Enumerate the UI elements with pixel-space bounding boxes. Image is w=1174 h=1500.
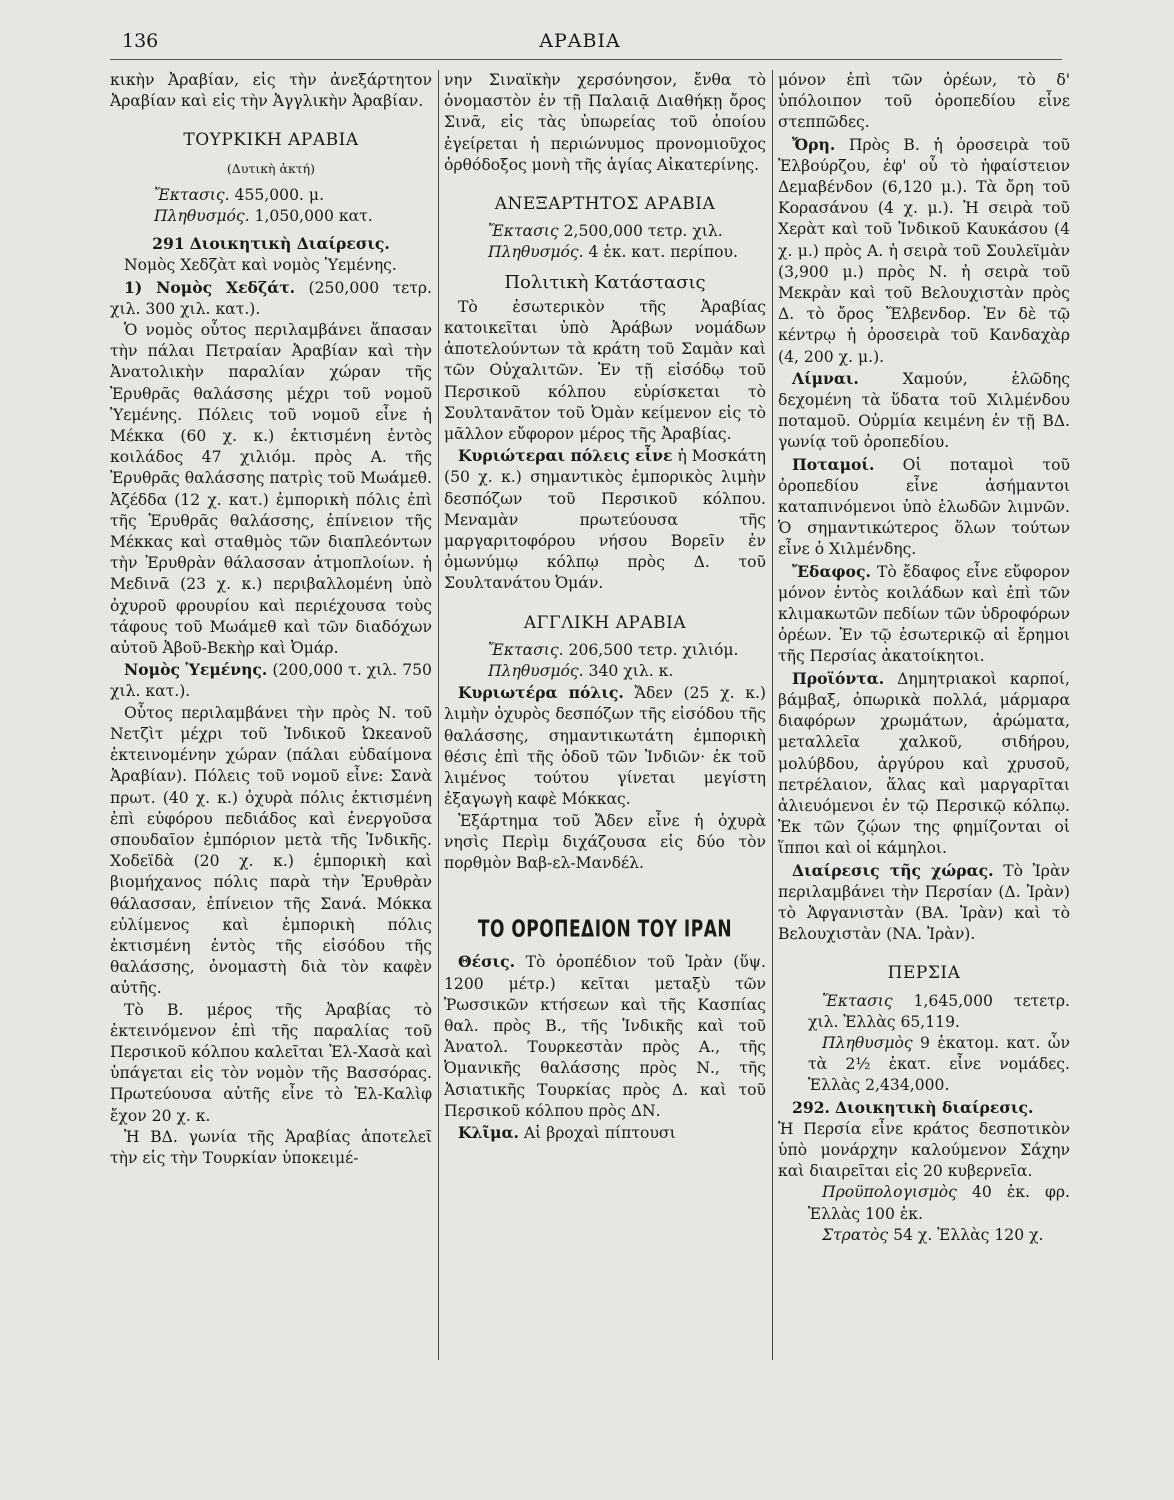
intro-paragraph: κικὴν Ἀραβίαν, εἰς τὴν ἀνεξάρτητον Ἀραβίαν καὶ εἰς τὴν Ἀγγλικὴν Ἀραβίαν. <box>110 71 432 111</box>
header-rule <box>110 59 1062 60</box>
nomos-yemen <box>110 659 432 702</box>
cities-label: Κυριώτεραι πόλεις εἶνε <box>458 446 673 466</box>
position-paragraph <box>444 951 766 1122</box>
rivers-label: Ποταμοί. <box>792 454 875 474</box>
independent-area <box>444 221 766 242</box>
iran-plateau-title: ΤΟ ΟΡΟΠΕΔΙΟΝ ΤΟΥ ΙΡΑΝ <box>477 916 733 944</box>
column-middle <box>444 70 766 1370</box>
mountains-paragraph <box>778 134 1070 368</box>
persia-army <box>778 1225 1070 1246</box>
products-text: Δημητριακοὶ καρποί, βάμβαξ, ὀπωρικὰ πολλά, μάρμαρα διαφόρων χρωμάτων, ἀρώματα, μεταλλεῖα χαλκοῦ, σιδήρου, μολύβδου, ἀργύρου καὶ χρυσοῦ, πετρέλαιον, ἅλας καὶ μαργαρῖται ἁλιευόμενοι ἐν τῷ Περσικῷ κόλπῳ. Ἐκ τῶν ζῴων της φημίζονται οἱ ἵπποι καὶ οἱ κάμηλοι. <box>778 669 1070 858</box>
page-number: 136 <box>122 30 159 52</box>
population-value: 1,050,000 κατ. <box>254 207 373 226</box>
independent-population <box>444 242 766 263</box>
section-number: 292. <box>792 1097 830 1117</box>
rivers-paragraph <box>778 454 1070 561</box>
budget-label: Προϋπολογισμὸς <box>822 1183 957 1202</box>
lakes-label: Λίμναι. <box>792 368 859 388</box>
aden-text: Ἄδεν (25 χ. κ.) λιμὴν ὀχυρὸς δεσπόζων τῆς εἰσόδου τῆς θαλάσσης, σημαντικωτάτη ἐμπορικὴ θέσις ἐπὶ τῆς ὁδοῦ τῶν Ἰνδιῶν· ἐκ τοῦ λιμένος τούτου γίνεται μεγίστη ἐξαγωγὴ καφὲ Μόκκας. <box>444 684 766 809</box>
population-label: Πληθυσμὸς <box>822 1033 913 1052</box>
area-label: Ἔκτασις. <box>488 640 564 659</box>
section-291-heading <box>110 233 432 255</box>
running-title: ΑΡΑΒΙΑ <box>539 30 621 52</box>
area-value: 1,645,000 τετετρ. χιλ. Ἑλλὰς 65,119. <box>808 991 1070 1031</box>
nomos-yemen-label: Νομὸς Ὑεμένης. <box>124 660 268 680</box>
mountains-text: Πρὸς Β. ἡ ὀροσειρὰ τοῦ Ἐλβούρζου, ἐφ' οὗ τὸ ἡφαίστειον Δεμαβένδον (6,120 μ.). Τὰ ὄρη τοῦ Κορασάνου (4 χ. μ.). Ἡ σειρὰ τοῦ Χερὰτ καὶ τοῦ Ἰνδικοῦ Καυκάσου (4 χ. μ.) πρὸς Α. ἡ σειρὰ τοῦ Σουλεϊμὰν (3,900 μ.) πρὸς Ν. ἡ σειρὰ τοῦ Μεκρὰν καὶ τοῦ Βελουχιστὰν πρὸς Δ. τὸ ὄρος Ἔλβενδορ. Ἐν δὲ τῷ κέντρῳ ἡ ὀροσειρὰ τοῦ Κανδαχὰρ (4, 200 χ. μ.). <box>778 135 1070 366</box>
persia-title: ΠΕΡΣΙΑ <box>887 963 961 984</box>
budget-value: 40 ἑκ. φρ. Ἑλλὰς 100 ἑκ. <box>808 1183 1070 1223</box>
position-text: Τὸ ὀροπέδιον τοῦ Ἰρὰν (ὕψ. 1200 μέτρ.) κεῖται μεταξὺ τῶν Ῥωσσικῶν κτήσεων καὶ τῆς Κασπίας θαλ. πρὸς Β., τῆς Ἰνδικῆς καὶ τοῦ Ἀνατολ. Τουρκεστὰν πρὸς Α., τῆς Ὀμανικῆς θαλάσσης πρὸς Ν., τῆς Ἀσιατικῆς Τουρκίας πρὸς Δ. καὶ τοῦ Περσικοῦ κόλπου πρὸς ΔΝ. <box>444 953 766 1120</box>
division-text: Τὸ Ἰρὰν περιλαμβάνει τὴν Περσίαν (Δ. Ἰρὰν) τὸ Ἀφγανιστὰν (ΒΑ. Ἰρὰν) καὶ τὸ Βελουχιστὰν (ΝΑ. Ἰρὰν). <box>778 861 1070 944</box>
mountains-label: Ὄρη. <box>792 134 836 154</box>
english-area <box>444 640 766 661</box>
division-label: Διαίρεσις τῆς χώρας. <box>792 860 994 880</box>
army-value: 54 χ. Ἑλλὰς 120 χ. <box>893 1225 1044 1244</box>
nomos-hedjaz <box>110 277 432 320</box>
section-292-text: Ἡ Περσία εἶνε κράτος δεσποτικὸν ὑπὸ μονάρχην καλούμενον Σάχην καὶ διαιρεῖται εἰς 20 κυβερνεῖα. <box>778 1119 1070 1181</box>
population-value: 340 χιλ. κ. <box>588 662 674 681</box>
page-header <box>110 28 1050 58</box>
nomos-hedjaz-stats: (250,000 τετρ. χιλ. 300 χιλ. κατ.). <box>110 278 432 318</box>
hasa-paragraph: Τὸ Β. μέρος τῆς Ἀραβίας τὸ ἐκτεινόμενον ἐπὶ τῆς παραλίας τοῦ Περσικοῦ κόλπου καλεῖται Ἐλ-Χασὰ καὶ ὑπάγεται εἰς τὸν νομὸν τῆς Βασσόρας. Πρωτεύουσα αὐτῆς εἶνε τὸ Ἐλ-Καλὶφ ἔχον 20 χ. κ. <box>110 1000 432 1125</box>
section-number: 291 <box>152 234 185 254</box>
cities-paragraph <box>444 445 766 594</box>
column-rule-right <box>772 70 773 1360</box>
aden-paragraph <box>444 682 766 810</box>
turkish-arabia-title: ΤΟΥΡΚΙΚΗ ΑΡΑΒΙΑ <box>183 130 359 151</box>
nomos-yemen-stats: (200,000 τ. χιλ. 750 χιλ. κατ.). <box>110 661 432 701</box>
political-heading: Πολιτικὴ Κατάστασις <box>504 271 706 293</box>
northwest-paragraph: Ἡ ΒΔ. γωνία τῆς Ἀραβίας ἀποτελεῖ τὴν εἰς τὴν Τουρκίαν ὑποκειμέ- <box>110 1127 432 1167</box>
army-label: Στρατὸς <box>822 1225 889 1244</box>
sinai-paragraph: νην Σιναϊκὴν χερσόνησον, ἔνθα τὸ ὀνομαστὸν ἐν τῇ Παλαιᾷ Διαθήκῃ ὄρος Σινᾶ, εἰς τὰς ὑπωρείας τοῦ ὁποίου ἐγείρεται ἡ περιώνυμος προνομιοῦχος ὀρθόδοξος μονὴ τῆς ἁγίας Αἰκατερίνης. <box>444 71 766 174</box>
cities-text: ἡ Μοσκάτη (50 χ. κ.) σημαντικὸς ἐμπορικὸς λιμὴν δεσπόζων τοῦ Περσικοῦ κόλπου. Μεναμὰν πρωτεύουσα τῆς μαργαριτοφόρου νήσου Βορεῖν ἐν ὁμωνύμῳ κόλπῳ πρὸς Δ. τοῦ Σουλτανάτου Ὀμάν. <box>444 447 766 593</box>
area-value: 455,000. μ. <box>234 185 325 204</box>
population-value: 4 ἑκ. κατ. περίπου. <box>588 243 738 262</box>
population-label: Πληθυσμός. <box>154 207 250 226</box>
population-label: Πληθυσμός. <box>488 662 584 681</box>
persia-area <box>778 991 1070 1033</box>
soil-paragraph <box>778 561 1070 668</box>
yemen-paragraph: Οὗτος περιλαμβάνει τὴν πρὸς Ν. τοῦ Νετζὶτ μέχρι τοῦ Ἰνδικοῦ Ὠκεανοῦ ἐκτεινομένην χώραν (πάλαι εὐδαίμονα Ἀραβίαν). Πόλεις τοῦ νομοῦ εἶνε: Σανὰ πρωτ. (40 χ. κ.) ὀχυρὰ πόλις ἐκτισμένη ἐπὶ εὐφόρου πεδιάδος καὶ ἐνεργοῦσα σπουδαῖον ἐμπόριον μετὰ τῆς Ἰνδικῆς. Χοδεϊδὰ (20 χ. κ.) ἐμπορικὴ καὶ βιομήχανος πόλις παρὰ τὴν Ἐρυθρὰν θάλασσαν, ἐπίνειον τῆς Σανά. Μόκκα εὐλίμενος καὶ ἐμπορικὴ πόλις ἐκτισμένη ἐντὸς τῆς εἰσόδου τῆς θαλάσσης, ὀνομαστὴ διὰ τὸν καφὲν αὐτῆς. <box>110 703 432 998</box>
english-arabia-title: ΑΓΓΛΙΚΗ ΑΡΑΒΙΑ <box>523 612 687 633</box>
products-label: Προϊόντα. <box>792 668 885 688</box>
column-rule-left <box>438 70 439 1360</box>
population-value: 9 ἑκατομ. κατ. ὧν τὰ 2½ ἑκατ. εἶνε νομάδες. Ἑλλὰς 2,434,000. <box>808 1033 1070 1095</box>
rivers-text: Οἱ ποταμοὶ τοῦ ὀροπεδίου εἶνε ἀσήμαντοι καταπινόμενοι ὑπὸ ἑλωδῶν λιμνῶν. Ὁ σημαντικώτερος ὅλων τούτων εἶνε ὁ Χιλμένδης. <box>778 455 1070 559</box>
products-paragraph <box>778 668 1070 860</box>
persia-budget <box>778 1182 1070 1224</box>
climate-paragraph <box>444 1122 766 1144</box>
political-paragraph: Τὸ ἐσωτερικὸν τῆς Ἀραβίας κατοικεῖται ὑπὸ Ἀράβων νομάδων ἀποτελούντων τὰ κράτη τοῦ Σαμὰν καὶ τῶν Οὐχαλιτῶν. Ἐν τῇ εἰσόδῳ τοῦ Περσικοῦ κόλπου εὑρίσκεται τὸ Σουλτανᾶτον τοῦ Ὀμὰν κείμενον εἰς τὸ μᾶλλον εὔφορον μέρος τῆς Ἀραβίας. <box>444 297 766 444</box>
soil-label: Ἔδαφος. <box>792 561 871 581</box>
aden-label: Κυριωτέρα πόλις. <box>458 683 624 703</box>
turkish-arabia-subtitle: (Δυτικὴ ἀκτή) <box>226 160 316 176</box>
column-right <box>778 70 1070 1370</box>
hedjaz-paragraph: Ὁ νομὸς οὗτος περιλαμβάνει ἅπασαν τὴν πάλαι Πετραίαν Ἀραβίαν καὶ τὴν Ἀνατολικὴν παραλίαν χώραν τῆς Ἐρυθρᾶς θαλάσσης μέχρι τοῦ νομοῦ Ὑεμένης. Πόλεις τοῦ νομοῦ εἶνε ἡ Μέκκα (60 χ. κ.) ἐκτισμένη ἐντὸς κοιλάδος 47 χιλιόμ. πρὸς Α. τῆς Ἐρυθρᾶς θαλάσσης πατρὶς τοῦ Μωάμεθ. Ἀζέδδα (12 χ. κατ.) ἐμπορικὴ πόλις ἐπὶ τῆς Ἐρυθρᾶς θαλάσσης, ἐπίνειον τῆς Μέκκας καὶ σταθμὸς τῶν διαπλεόντων τὴν Ἐρυθρὰν θάλασσαν ἀτμοπλοίων. ἡ Μεδινᾶ (23 χ. κ.) περιβαλλομένη ὑπὸ ὀχυροῦ φρουρίου καὶ περιέχουσα τοὺς τάφους τοῦ Μωάμεθ καὶ τῶν διαδόχων αὐτοῦ Ἀβοῦ-Βεκὴρ καὶ Ὀμάρ. <box>110 321 432 658</box>
division-paragraph <box>778 860 1070 946</box>
area-label: Ἔκτασις <box>488 222 559 241</box>
nomos-hedjaz-label: 1) Νομὸς Χεδζάτ. <box>124 277 296 297</box>
climate-continued: μόνον ἐπὶ τῶν ὀρέων, τὸ δ' ὑπόλοιπον τοῦ ὀροπεδίου εἶνε στεππῶδες. <box>778 71 1070 132</box>
population-label: Πληθυσμός. <box>488 243 584 262</box>
area-label: Ἔκτασις. <box>154 185 230 204</box>
persia-population <box>778 1033 1070 1097</box>
column-left <box>110 70 432 1370</box>
position-label: Θέσις. <box>458 952 516 972</box>
english-population <box>444 661 766 682</box>
section-292-heading <box>778 1097 1070 1119</box>
section-title: Διοικητικὴ Διαίρεσις. <box>189 234 390 254</box>
lakes-paragraph <box>778 368 1070 454</box>
climate-text: Αἱ βροχαὶ πίπτουσι <box>523 1123 676 1142</box>
independent-arabia-title: ΑΝΕΞΑΡΤΗΤΟΣ ΑΡΑΒΙΑ <box>494 194 716 215</box>
perim-paragraph: Ἐξάρτημα τοῦ Ἄδεν εἶνε ἡ ὀχυρὰ νησὶς Περὶμ διχάζουσα εἰς δύο τὸν πορθμὸν Βαβ-ελ-Μανδέλ. <box>444 811 766 872</box>
area-label: Ἔκτασις <box>822 991 893 1010</box>
lakes-text: Χαμούν, ἑλῶδης δεχομένη τὰ ὕδατα τοῦ Χιλμένδου ποταμοῦ. Οὐρμία κειμένη ἐν τῇ ΒΔ. γωνίᾳ τοῦ ὀροπεδίου. <box>778 369 1070 452</box>
climate-label: Κλῖμα. <box>458 1122 519 1142</box>
turkish-area <box>110 185 432 206</box>
section-title: Διοικητικὴ διαίρεσις. <box>834 1097 1034 1117</box>
area-value: 2,500,000 τετρ. χιλ. <box>563 222 723 241</box>
section-291-text: Νομὸς Χεδζὰτ καὶ νομὸς Ὑεμένης. <box>124 256 397 275</box>
area-value: 206,500 τετρ. χιλιόμ. <box>568 640 739 659</box>
turkish-population <box>110 206 432 227</box>
soil-text: Τὸ ἔδαφος εἶνε εὔφορον μόνον ἐντὸς κοιλάδων καὶ ἐπὶ τῶν κλιμακωτῶν πεδίων τῶν ὑδροφόρων ὀρέων. Ἐν τῷ ἐσωτερικῷ αἱ ἔρημοι τῆς Περσίας ἀκατοίκητοι. <box>778 562 1070 666</box>
